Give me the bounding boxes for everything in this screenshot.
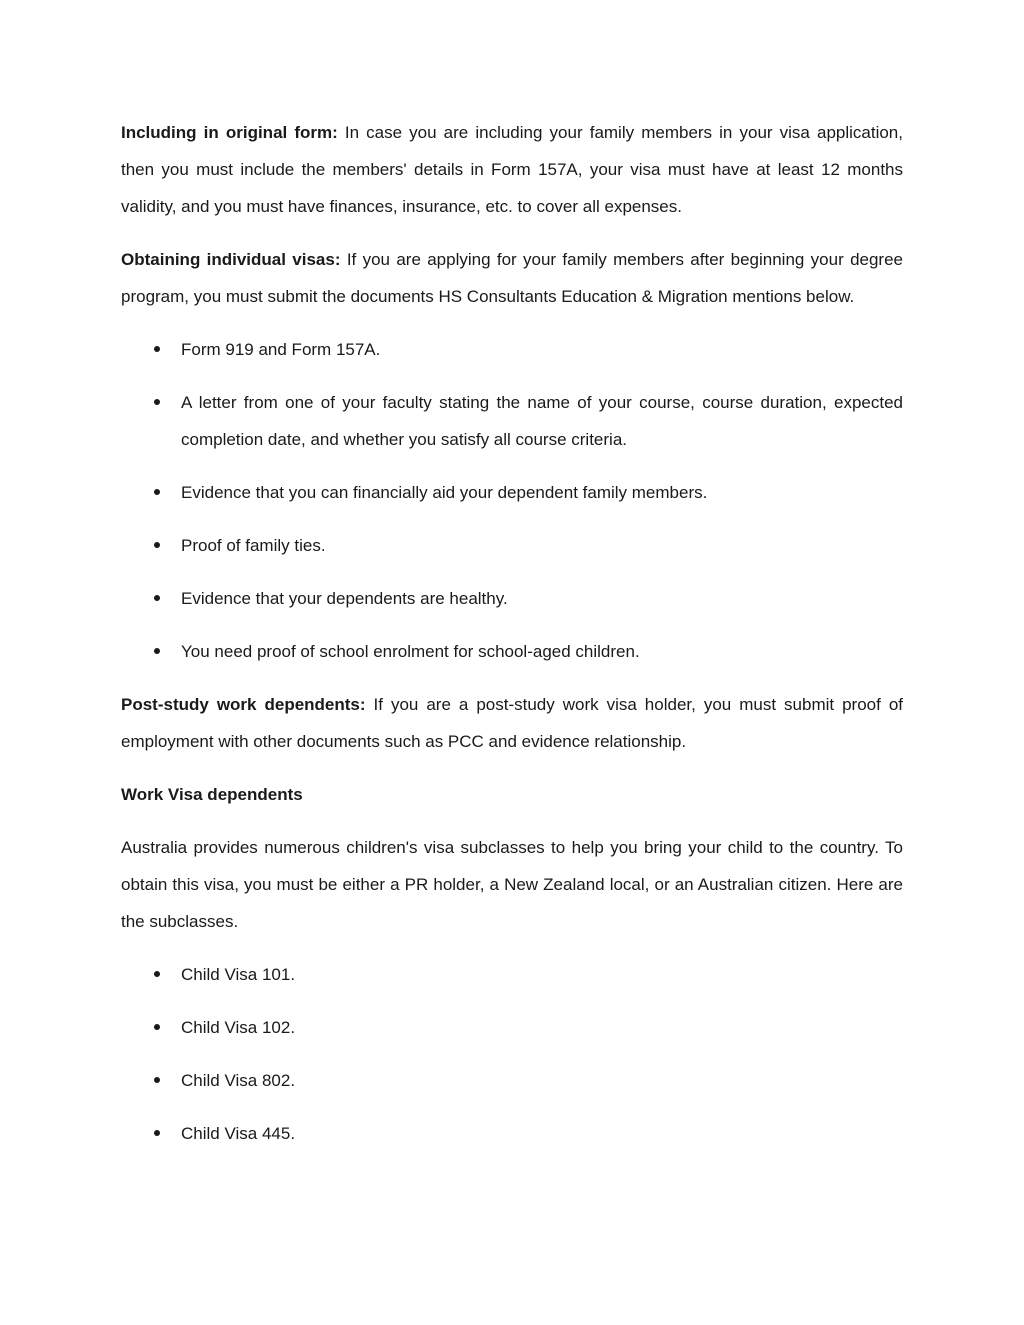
paragraph-child-visa-intro	[121, 829, 903, 940]
heading-text: Work Visa dependents	[121, 785, 303, 804]
paragraph-text: If you are applying for your family members after beginning your degree program, you must submit the documents HS Consultants Education & Migration mentions below.	[121, 250, 904, 306]
list-item-text: Child Visa 802.	[181, 1071, 296, 1090]
required-documents-list	[121, 331, 903, 670]
bullet-icon	[154, 542, 160, 548]
list-item	[121, 384, 903, 458]
list-item	[121, 580, 903, 617]
list-item	[121, 331, 903, 368]
bullet-icon	[154, 1130, 160, 1136]
paragraph-obtaining-individual-visas	[121, 241, 903, 315]
list-item	[121, 1115, 903, 1152]
list-item	[121, 527, 903, 564]
list-item-text: A letter from one of your faculty stating the name of your course, course duration, expected completion date, and whether you satisfy all course criteria.	[181, 393, 903, 449]
paragraph-text: Australia provides numerous children's visa subclasses to help you bring your child to the country. To obtain this visa, you must be either a PR holder, a New Zealand local, or an Australian citizen. Here are the subclasses.	[121, 838, 903, 931]
paragraph-label: Obtaining individual visas:	[121, 250, 341, 269]
list-item-text: Form 919 and Form 157A.	[181, 340, 381, 359]
bullet-icon	[154, 971, 160, 977]
document-page	[121, 114, 903, 1168]
bullet-icon	[154, 1077, 160, 1083]
paragraph-including-original-form	[121, 114, 903, 225]
bullet-icon	[154, 489, 160, 495]
list-item-text: Proof of family ties.	[181, 536, 326, 555]
bullet-icon	[154, 595, 160, 601]
section-heading	[121, 776, 903, 813]
list-item-text: Evidence that you can financially aid your dependent family members.	[181, 483, 708, 502]
paragraph-label: Post-study work dependents:	[121, 695, 366, 714]
bullet-icon	[154, 648, 160, 654]
bullet-icon	[154, 1024, 160, 1030]
child-visa-subclasses-list	[121, 956, 903, 1152]
paragraph-text: If you are a post-study work visa holder, you must submit proof of employment with other documents such as PCC and evidence relationship.	[121, 695, 903, 751]
list-item-text: Child Visa 102.	[181, 1018, 296, 1037]
paragraph-text: In case you are including your family members in your visa application, then you must include the members' details in Form 157A, your visa must have at least 12 months validity, and you must have finances, insurance, etc. to cover all expenses.	[121, 123, 903, 216]
bullet-icon	[154, 346, 160, 352]
list-item-text: Child Visa 101.	[181, 965, 296, 984]
paragraph-post-study-work-dependents	[121, 686, 903, 760]
list-item-text: Evidence that your dependents are healthy.	[181, 589, 508, 608]
list-item-text: You need proof of school enrolment for school-aged children.	[181, 642, 640, 661]
list-item-text: Child Visa 445.	[181, 1124, 296, 1143]
list-item	[121, 1009, 903, 1046]
list-item	[121, 956, 903, 993]
list-item	[121, 1062, 903, 1099]
list-item	[121, 474, 903, 511]
list-item	[121, 633, 903, 670]
bullet-icon	[154, 399, 160, 405]
paragraph-label: Including in original form:	[121, 123, 338, 142]
